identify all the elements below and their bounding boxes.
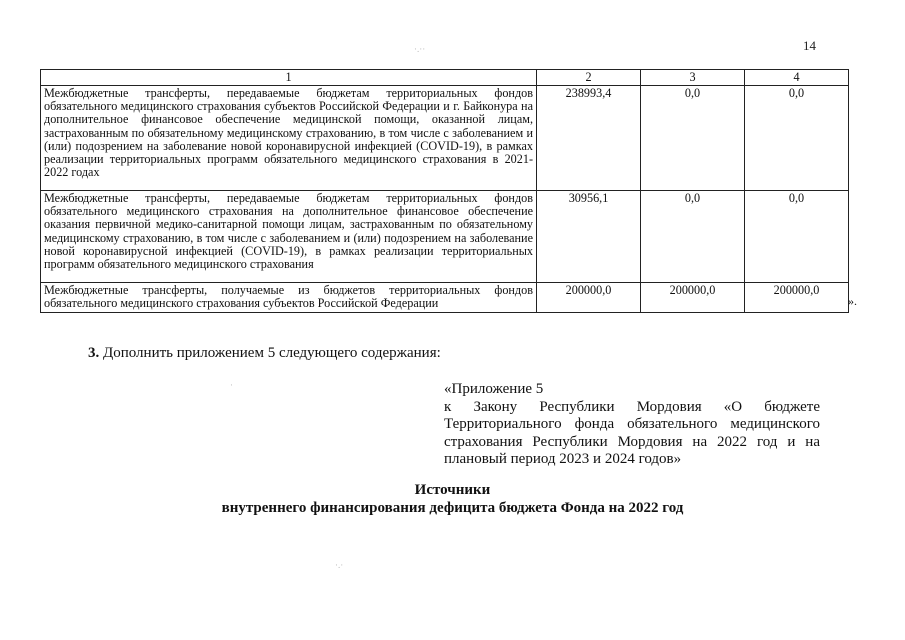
row-value-col4: 0,0 bbox=[745, 86, 849, 191]
row-description: Межбюджетные трансферты, передаваемые бюджетам территориальных фондов обязательного медицинского страхования на дополнительное финансовое обеспечение оказания первичной медико-санитарной помощи лицам, застрахованным по обязательному медицинскому страхованию, в том числе с заболеванием и (или) подозрением на заболевание новой коронавирусной инфекцией (COVID-19), в рамках реализации территориальных программ обязательного медицинского страхования bbox=[41, 191, 537, 283]
row-value-col3: 0,0 bbox=[641, 191, 745, 283]
point-3-number: 3. bbox=[88, 345, 100, 361]
row-value-col3: 200000,0 bbox=[641, 283, 745, 313]
table-header-cell: 4 bbox=[745, 70, 849, 86]
transfers-table bbox=[40, 69, 849, 313]
row-value-col2: 238993,4 bbox=[537, 86, 641, 191]
row-value-col3: 0,0 bbox=[641, 86, 745, 191]
point-3-paragraph bbox=[88, 345, 441, 362]
row-value-col2: 30956,1 bbox=[537, 191, 641, 283]
row-value-col2: 200000,0 bbox=[537, 283, 641, 313]
table-row bbox=[41, 86, 849, 191]
section-heading-subtitle: внутреннего финансирования дефицита бюджета Фонда на 2022 год bbox=[221, 500, 684, 516]
row-value-col4: 0,0 bbox=[745, 191, 849, 283]
closing-quote: ». bbox=[848, 294, 857, 308]
table-row bbox=[41, 191, 849, 283]
row-description: Межбюджетные трансферты, получаемые из бюджетов территориальных фондов обязательного медицинского страхования субъектов Российской Федерации bbox=[41, 283, 537, 313]
section-heading-title: Источники bbox=[414, 482, 491, 498]
row-description: Межбюджетные трансферты, передаваемые бюджетам территориальных фондов обязательного медицинского страхования субъектов Российской Федерации и г. Байконура на дополнительное финансовое обеспечение медицинской помощи, оказанной лицам, застрахованным по обязательному медицинскому страхованию, в том числе с заболеванием и (или) подозрением на заболевание новой коронавирусной инфекцией (COVID-19), в рамках реализации территориальных программ обязательного медицинского страхования в 2021-2022 годах bbox=[41, 86, 537, 191]
table-header-cell: 1 bbox=[41, 70, 537, 86]
scan-speck: ·.·· bbox=[414, 44, 426, 54]
scan-speck: ·.· bbox=[335, 560, 344, 570]
table-header-row bbox=[41, 70, 849, 86]
table-row bbox=[41, 283, 849, 313]
table-header-cell: 2 bbox=[537, 70, 641, 86]
appendix-caption bbox=[444, 381, 820, 469]
appendix-body: к Закону Республики Мордовия «О бюджете Территориального фонда обязательного медицинского страхования Республики Мордовия на 2022 год и на плановый период 2023 и 2024 годов» bbox=[444, 398, 820, 467]
row-value-col4: 200000,0 bbox=[745, 283, 849, 313]
point-3-text: Дополнить приложением 5 следующего содержания: bbox=[103, 345, 441, 361]
appendix-title: «Приложение 5 bbox=[444, 381, 544, 397]
page-number: 14 bbox=[803, 38, 816, 53]
scan-speck: · bbox=[230, 380, 233, 390]
table-header-cell: 3 bbox=[641, 70, 745, 86]
